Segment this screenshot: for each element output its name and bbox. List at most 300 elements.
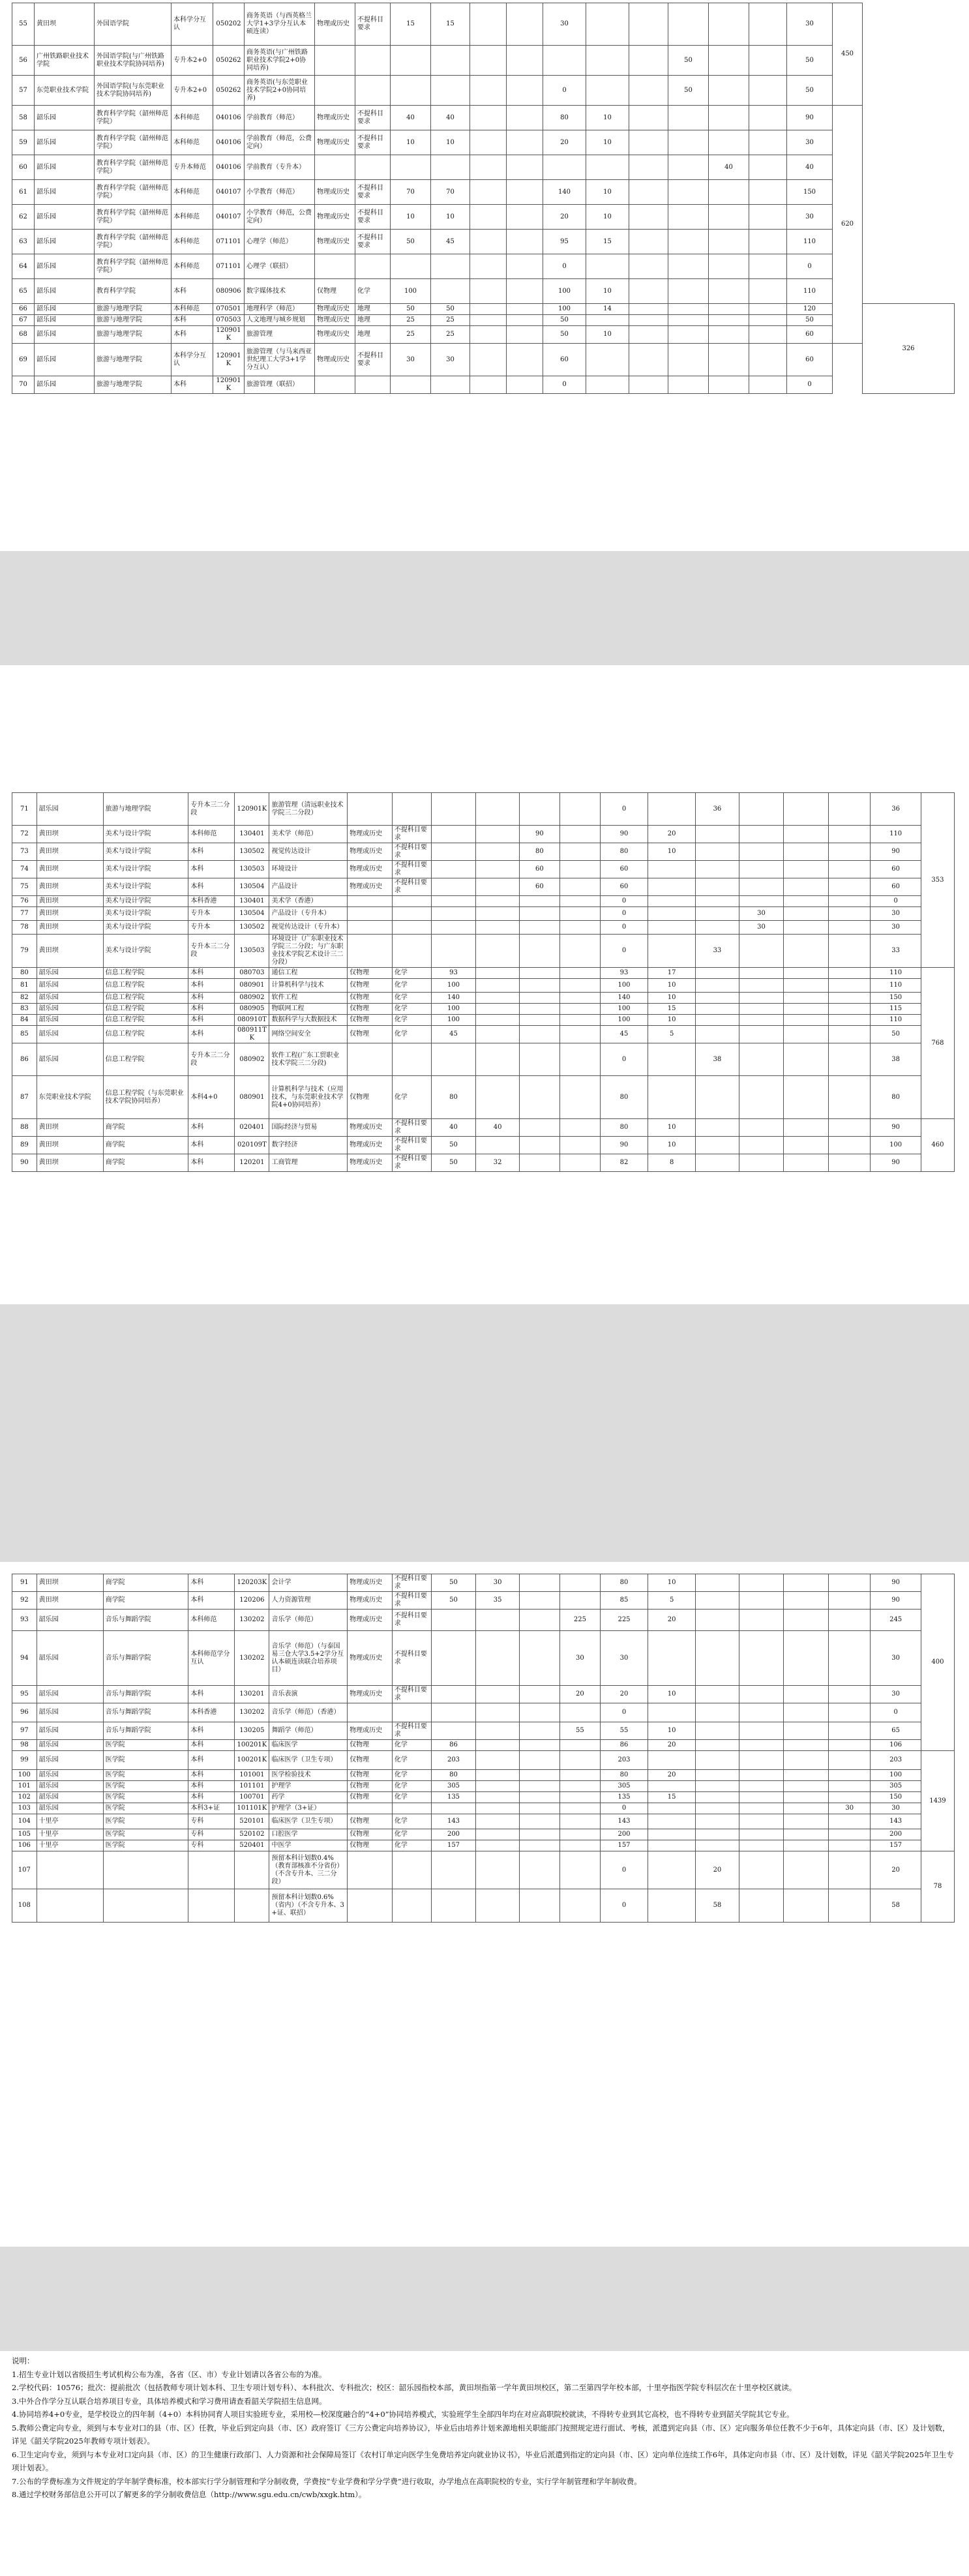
plan-count-cell: [431, 921, 476, 935]
plan-count-cell: [668, 3, 709, 46]
plan-count-cell: 20: [696, 1851, 739, 1889]
plan-count-cell: 10: [586, 279, 629, 304]
plan-count-cell: [559, 1137, 600, 1154]
plan-count-cell: [668, 180, 709, 205]
college-cell: 旅游与地理学院: [95, 315, 171, 326]
plan-count-cell: [476, 1814, 519, 1829]
row-number: 99: [12, 1751, 37, 1770]
row-number: 92: [12, 1592, 37, 1610]
row-number: 56: [12, 46, 35, 76]
subject-cell: [348, 896, 393, 907]
major-total-cell: 150: [871, 993, 921, 1004]
plan-count-cell: [470, 76, 507, 106]
college-cell: [103, 1889, 188, 1923]
table-row: [12, 254, 955, 279]
plan-count-cell: 25: [431, 315, 470, 326]
major-code-cell: 101101K: [235, 1803, 269, 1814]
plan-count-cell: [749, 155, 787, 180]
plan-count-cell: [559, 1703, 600, 1722]
major-total-cell: 50: [787, 315, 833, 326]
college-cell: 医学院: [103, 1781, 188, 1792]
plan-count-cell: [559, 896, 600, 907]
major-code-cell: 130504: [235, 878, 269, 896]
plan-count-cell: [784, 1829, 829, 1840]
requirement-cell: [392, 896, 431, 907]
plan-count-cell: [784, 1076, 829, 1119]
subject-cell: 仅物理: [348, 979, 393, 993]
page-gap: [0, 2247, 969, 2351]
plan-count-cell: [784, 1840, 829, 1851]
plan-count-cell: [507, 326, 543, 344]
level-cell: 本科香港: [188, 1703, 235, 1722]
major-code-cell: 080902: [235, 993, 269, 1004]
campus-cell: 韶乐园: [35, 180, 95, 205]
plan-count-cell: [829, 979, 871, 993]
plan-count-cell: [709, 376, 749, 394]
table-row: [12, 896, 955, 907]
table-row: [12, 1610, 955, 1631]
campus-cell: 十里亭: [37, 1814, 103, 1829]
plan-count-cell: [629, 76, 668, 106]
plan-count-cell: 140: [543, 180, 586, 205]
plan-count-cell: [739, 1829, 784, 1840]
major-total-cell: 120: [787, 304, 833, 315]
college-cell: [103, 1851, 188, 1889]
plan-count-cell: 80: [431, 1770, 476, 1781]
plan-count-cell: [431, 1722, 476, 1740]
plan-count-cell: 40: [431, 1119, 476, 1137]
major-code-cell: 080905: [235, 1004, 269, 1015]
plan-count-cell: [784, 968, 829, 979]
table-row: [12, 1015, 955, 1026]
campus-cell: 韶乐园: [37, 1740, 103, 1751]
major-name-cell: 预留本科计划数0.4%（教育部核准不分省份）（不含专升本、三二分段）: [269, 1851, 348, 1889]
college-cell: 美术与设计学院: [103, 907, 188, 921]
plan-count-cell: [749, 315, 787, 326]
college-cell: 教育科学学院（韶州师范学院）: [95, 230, 171, 254]
requirement-cell: [392, 935, 431, 968]
plan-count-cell: 10: [391, 205, 431, 230]
row-number: 107: [12, 1851, 37, 1889]
plan-count-cell: 0: [600, 907, 648, 921]
subject-cell: [348, 1043, 393, 1076]
plan-count-cell: 80: [600, 843, 648, 861]
major-total-cell: 58: [871, 1889, 921, 1923]
plan-count-cell: [749, 76, 787, 106]
major-code-cell: 080901: [235, 1076, 269, 1119]
row-number: 106: [12, 1840, 37, 1851]
row-number: 102: [12, 1792, 37, 1803]
plan-count-cell: [749, 230, 787, 254]
plan-count-cell: 80: [600, 1119, 648, 1137]
level-cell: 本科: [188, 968, 235, 979]
plan-count-cell: [559, 1026, 600, 1043]
plan-count-cell: [519, 1792, 559, 1803]
campus-cell: 韶乐园: [37, 993, 103, 1004]
major-code-cell: 130503: [235, 861, 269, 878]
plan-count-cell: [749, 254, 787, 279]
plan-table-part-1: [12, 3, 955, 394]
plan-count-cell: [648, 1851, 696, 1889]
plan-count-cell: 40: [476, 1119, 519, 1137]
row-number: 71: [12, 793, 37, 826]
page-gap: [0, 551, 969, 665]
plan-count-cell: [739, 1015, 784, 1026]
plan-count-cell: [519, 993, 559, 1004]
plan-count-cell: [431, 878, 476, 896]
subject-cell: 物理或历史: [315, 326, 355, 344]
requirement-cell: 化学: [392, 1814, 431, 1829]
plan-count-cell: 38: [696, 1043, 739, 1076]
plan-count-cell: [648, 793, 696, 826]
table-row: [12, 180, 955, 205]
plan-count-cell: [476, 1076, 519, 1119]
plan-count-cell: [543, 46, 586, 76]
level-cell: 专升本: [188, 907, 235, 921]
plan-count-cell: [470, 254, 507, 279]
plan-count-cell: [696, 968, 739, 979]
requirement-cell: 化学: [392, 968, 431, 979]
plan-count-cell: [470, 205, 507, 230]
plan-count-cell: [559, 1574, 600, 1592]
college-cell: 教育科学学院（韶州师范学院）: [95, 205, 171, 230]
plan-count-cell: [519, 1814, 559, 1829]
major-total-cell: 60: [787, 326, 833, 344]
plan-count-cell: [739, 1814, 784, 1829]
plan-count-cell: 100: [431, 979, 476, 993]
campus-cell: 韶乐园: [37, 793, 103, 826]
campus-cell: 韶乐园: [35, 326, 95, 344]
college-total-cell: 326: [863, 304, 955, 394]
plan-count-cell: [476, 1703, 519, 1722]
plan-count-cell: [648, 1043, 696, 1076]
plan-count-cell: 20: [648, 1610, 696, 1631]
plan-count-cell: [648, 1814, 696, 1829]
plan-count-cell: [507, 180, 543, 205]
plan-count-cell: [784, 1119, 829, 1137]
subject-cell: 仅物理: [348, 1751, 393, 1770]
plan-count-cell: [629, 304, 668, 315]
plan-count-cell: 0: [600, 1889, 648, 1923]
college-cell: 商学院: [103, 1592, 188, 1610]
note-item: 6.卫生定向专业，须到与本专业对口定向县（市、区）的卫生健康行政部门、人力资源和社会保障局签订《农村订单定向医学生免费培养定向就业协议书》，毕业后派遣到指定的定向县（市、区）定向单位连续工作6年，具体定向市县（市、区）及计划数，详见《韶关学院2025年卫生专项计划表》。: [12, 2449, 954, 2472]
plan-count-cell: [648, 1631, 696, 1686]
plan-count-cell: [559, 907, 600, 921]
plan-count-cell: [696, 1840, 739, 1851]
major-code-cell: 520102: [235, 1829, 269, 1840]
row-number: 55: [12, 3, 35, 46]
plan-count-cell: [668, 205, 709, 230]
table-row: [12, 106, 955, 130]
plan-count-cell: [709, 315, 749, 326]
plan-count-cell: [431, 254, 470, 279]
plan-count-cell: [739, 1740, 784, 1751]
level-cell: 本科: [188, 878, 235, 896]
major-name-cell: 计算机科学与技术: [269, 979, 348, 993]
table-row: [12, 1889, 955, 1923]
college-cell: 旅游与地理学院: [95, 304, 171, 315]
plan-count-cell: [784, 793, 829, 826]
plan-count-cell: [507, 344, 543, 376]
plan-count-cell: [696, 1740, 739, 1751]
requirement-cell: 不提科目要求: [355, 130, 391, 155]
plan-count-cell: 30: [739, 907, 784, 921]
plan-count-cell: [739, 1631, 784, 1686]
college-cell: 信息工程学院（与东莞职业技术学院协同培养）: [103, 1076, 188, 1119]
plan-count-cell: [476, 826, 519, 843]
plan-count-cell: [648, 861, 696, 878]
major-name-cell: 国际经济与贸易: [269, 1119, 348, 1137]
subject-cell: 物理或历史: [348, 1631, 393, 1686]
major-name-cell: 通信工程: [269, 968, 348, 979]
plan-count-cell: [739, 1076, 784, 1119]
plan-count-cell: [519, 1076, 559, 1119]
plan-count-cell: 95: [543, 230, 586, 254]
plan-count-cell: [829, 1004, 871, 1015]
plan-count-cell: 60: [519, 861, 559, 878]
major-code-cell: [235, 1889, 269, 1923]
level-cell: 本科: [188, 1686, 235, 1703]
plan-table-part-2: [12, 792, 955, 1172]
major-name-cell: 视觉传达设计（专升本）: [269, 921, 348, 935]
plan-count-cell: [559, 979, 600, 993]
plan-count-cell: 0: [600, 935, 648, 968]
table-row: [12, 1631, 955, 1686]
plan-count-cell: [668, 304, 709, 315]
plan-count-cell: [586, 3, 629, 46]
requirement-cell: [355, 254, 391, 279]
major-code-cell: 520401: [235, 1840, 269, 1851]
plan-count-cell: 55: [559, 1722, 600, 1740]
plan-count-cell: [476, 1851, 519, 1889]
plan-count-cell: [829, 935, 871, 968]
plan-count-cell: [784, 993, 829, 1004]
plan-count-cell: 25: [391, 326, 431, 344]
level-cell: 专升本2+0: [171, 76, 213, 106]
college-total-cell: 460: [921, 1119, 954, 1172]
major-name-cell: 数据科学与大数据技术: [269, 1015, 348, 1026]
subject-cell: 物理或历史: [348, 1137, 393, 1154]
plan-count-cell: [519, 1751, 559, 1770]
level-cell: 专升本三二分段: [188, 793, 235, 826]
plan-count-cell: [696, 1722, 739, 1740]
plan-count-cell: 20: [648, 826, 696, 843]
table-row: [12, 1026, 955, 1043]
plan-count-cell: 45: [431, 1026, 476, 1043]
major-code-cell: 100201K: [235, 1740, 269, 1751]
row-number: 83: [12, 1004, 37, 1015]
plan-count-cell: [507, 230, 543, 254]
requirement-cell: [392, 921, 431, 935]
level-cell: 本科: [188, 1781, 235, 1792]
plan-count-cell: [668, 376, 709, 394]
plan-count-cell: [784, 1026, 829, 1043]
subject-cell: [315, 254, 355, 279]
major-total-cell: 80: [871, 1076, 921, 1119]
campus-cell: 韶乐园: [35, 304, 95, 315]
major-total-cell: 36: [871, 793, 921, 826]
plan-count-cell: [784, 861, 829, 878]
requirement-cell: 化学: [392, 1004, 431, 1015]
plan-count-cell: [739, 843, 784, 861]
plan-count-cell: [739, 1043, 784, 1076]
plan-count-cell: [784, 1751, 829, 1770]
plan-count-cell: [559, 1154, 600, 1172]
plan-count-cell: [431, 1686, 476, 1703]
campus-cell: 韶乐园: [35, 376, 95, 394]
major-code-cell: 130401: [235, 896, 269, 907]
major-code-cell: 050202: [213, 3, 245, 46]
plan-count-cell: 50: [431, 1574, 476, 1592]
row-number: 84: [12, 1015, 37, 1026]
plan-count-cell: 20: [559, 1686, 600, 1703]
major-code-cell: 120901K: [213, 344, 245, 376]
college-cell: 商学院: [103, 1574, 188, 1592]
college-total-cell: 450: [833, 3, 863, 106]
campus-cell: 黄田坝: [37, 843, 103, 861]
college-cell: 医学院: [103, 1829, 188, 1840]
table-row: [12, 1814, 955, 1829]
major-name-cell: 护理学: [269, 1781, 348, 1792]
plan-count-cell: [519, 1686, 559, 1703]
plan-count-cell: [668, 315, 709, 326]
plan-count-cell: 10: [586, 326, 629, 344]
plan-count-cell: [696, 907, 739, 921]
major-code-cell: 040106: [213, 130, 245, 155]
plan-count-cell: [739, 1803, 784, 1814]
plan-count-cell: [476, 1889, 519, 1923]
plan-count-cell: [559, 921, 600, 935]
table-row: [12, 279, 955, 304]
major-total-cell: 0: [871, 1703, 921, 1722]
level-cell: 本科: [188, 1026, 235, 1043]
plan-count-cell: [559, 1814, 600, 1829]
table-row: [12, 1781, 955, 1792]
major-name-cell: 临床医学（卫生专项）: [269, 1814, 348, 1829]
major-name-cell: 心理学（师范）: [245, 230, 315, 254]
requirement-cell: 化学: [392, 1770, 431, 1781]
campus-cell: 韶乐园: [35, 344, 95, 376]
major-code-cell: 101101: [235, 1781, 269, 1792]
plan-count-cell: 86: [600, 1740, 648, 1751]
level-cell: 本科: [188, 979, 235, 993]
note-item: 3.中外合作学分互认联合培养项目专业，具体培养模式和学习费用请查看韶关学院招生信息网。: [12, 2396, 327, 2406]
table-row: [12, 130, 955, 155]
plan-count-cell: 0: [600, 1043, 648, 1076]
college-cell: 美术与设计学院: [103, 843, 188, 861]
plan-count-cell: [696, 1814, 739, 1829]
plan-count-cell: 90: [519, 826, 559, 843]
major-total-cell: 305: [871, 1781, 921, 1792]
plan-count-cell: [709, 279, 749, 304]
subject-cell: [348, 1889, 393, 1923]
plan-count-cell: [829, 1751, 871, 1770]
plan-count-cell: 15: [648, 1792, 696, 1803]
plan-count-cell: [829, 1119, 871, 1137]
plan-count-cell: [476, 1631, 519, 1686]
level-cell: 本科: [188, 1154, 235, 1172]
plan-count-cell: [696, 896, 739, 907]
subject-cell: [348, 1803, 393, 1814]
requirement-cell: 不提科目要求: [392, 826, 431, 843]
plan-count-cell: 225: [559, 1610, 600, 1631]
requirement-cell: 化学: [392, 1026, 431, 1043]
plan-count-cell: [476, 878, 519, 896]
plan-count-cell: [696, 861, 739, 878]
college-cell: 商学院: [103, 1137, 188, 1154]
plan-count-cell: 30: [829, 1803, 871, 1814]
major-code-cell: 520101: [235, 1814, 269, 1829]
plan-count-cell: 60: [600, 878, 648, 896]
level-cell: 专升本: [188, 921, 235, 935]
requirement-cell: 不提科目要求: [392, 878, 431, 896]
plan-count-cell: [829, 1154, 871, 1172]
plan-count-cell: [431, 1610, 476, 1631]
plan-count-cell: [470, 46, 507, 76]
table-row: [12, 907, 955, 921]
plan-count-cell: 30: [600, 1631, 648, 1686]
plan-count-cell: [739, 1851, 784, 1889]
plan-count-cell: [784, 907, 829, 921]
level-cell: 本科: [188, 1592, 235, 1610]
plan-count-cell: [391, 376, 431, 394]
campus-cell: 黄田坝: [37, 826, 103, 843]
plan-count-cell: 10: [586, 130, 629, 155]
plan-count-cell: 33: [696, 935, 739, 968]
plan-count-cell: [648, 878, 696, 896]
level-cell: [188, 1889, 235, 1923]
plan-count-cell: [749, 106, 787, 130]
level-cell: 本科师范: [188, 826, 235, 843]
major-name-cell: 会计学: [269, 1574, 348, 1592]
plan-count-cell: 203: [431, 1751, 476, 1770]
major-code-cell: 080703: [235, 968, 269, 979]
table-row: [12, 1119, 955, 1137]
plan-count-cell: [784, 1851, 829, 1889]
plan-count-cell: 30: [739, 921, 784, 935]
plan-count-cell: 20: [600, 1686, 648, 1703]
plan-count-cell: 15: [391, 3, 431, 46]
plan-count-cell: 20: [648, 1740, 696, 1751]
major-code-cell: 020401: [235, 1119, 269, 1137]
plan-count-cell: [829, 1814, 871, 1829]
plan-count-cell: [559, 1751, 600, 1770]
college-cell: 美术与设计学院: [103, 878, 188, 896]
plan-count-cell: [543, 155, 586, 180]
plan-count-cell: [519, 896, 559, 907]
plan-count-cell: [431, 935, 476, 968]
requirement-cell: 不提科目要求: [355, 230, 391, 254]
plan-count-cell: 50: [668, 46, 709, 76]
row-number: 67: [12, 315, 35, 326]
row-number: 79: [12, 935, 37, 968]
major-total-cell: 110: [787, 230, 833, 254]
plan-count-cell: [829, 907, 871, 921]
requirement-cell: 不提科目要求: [355, 3, 391, 46]
level-cell: 本科: [188, 1770, 235, 1781]
plan-count-cell: [391, 76, 431, 106]
campus-cell: 东莞职业技术学院: [35, 76, 95, 106]
major-name-cell: 临床医学: [269, 1740, 348, 1751]
plan-count-cell: [431, 155, 470, 180]
subject-cell: 物理或历史: [315, 180, 355, 205]
level-cell: 专升本2+0: [171, 46, 213, 76]
college-total-cell: 1439: [921, 1751, 954, 1851]
major-name-cell: 美术学（香港）: [269, 896, 348, 907]
plan-count-cell: [507, 205, 543, 230]
plan-count-cell: 60: [600, 861, 648, 878]
plan-count-cell: 30: [559, 1631, 600, 1686]
